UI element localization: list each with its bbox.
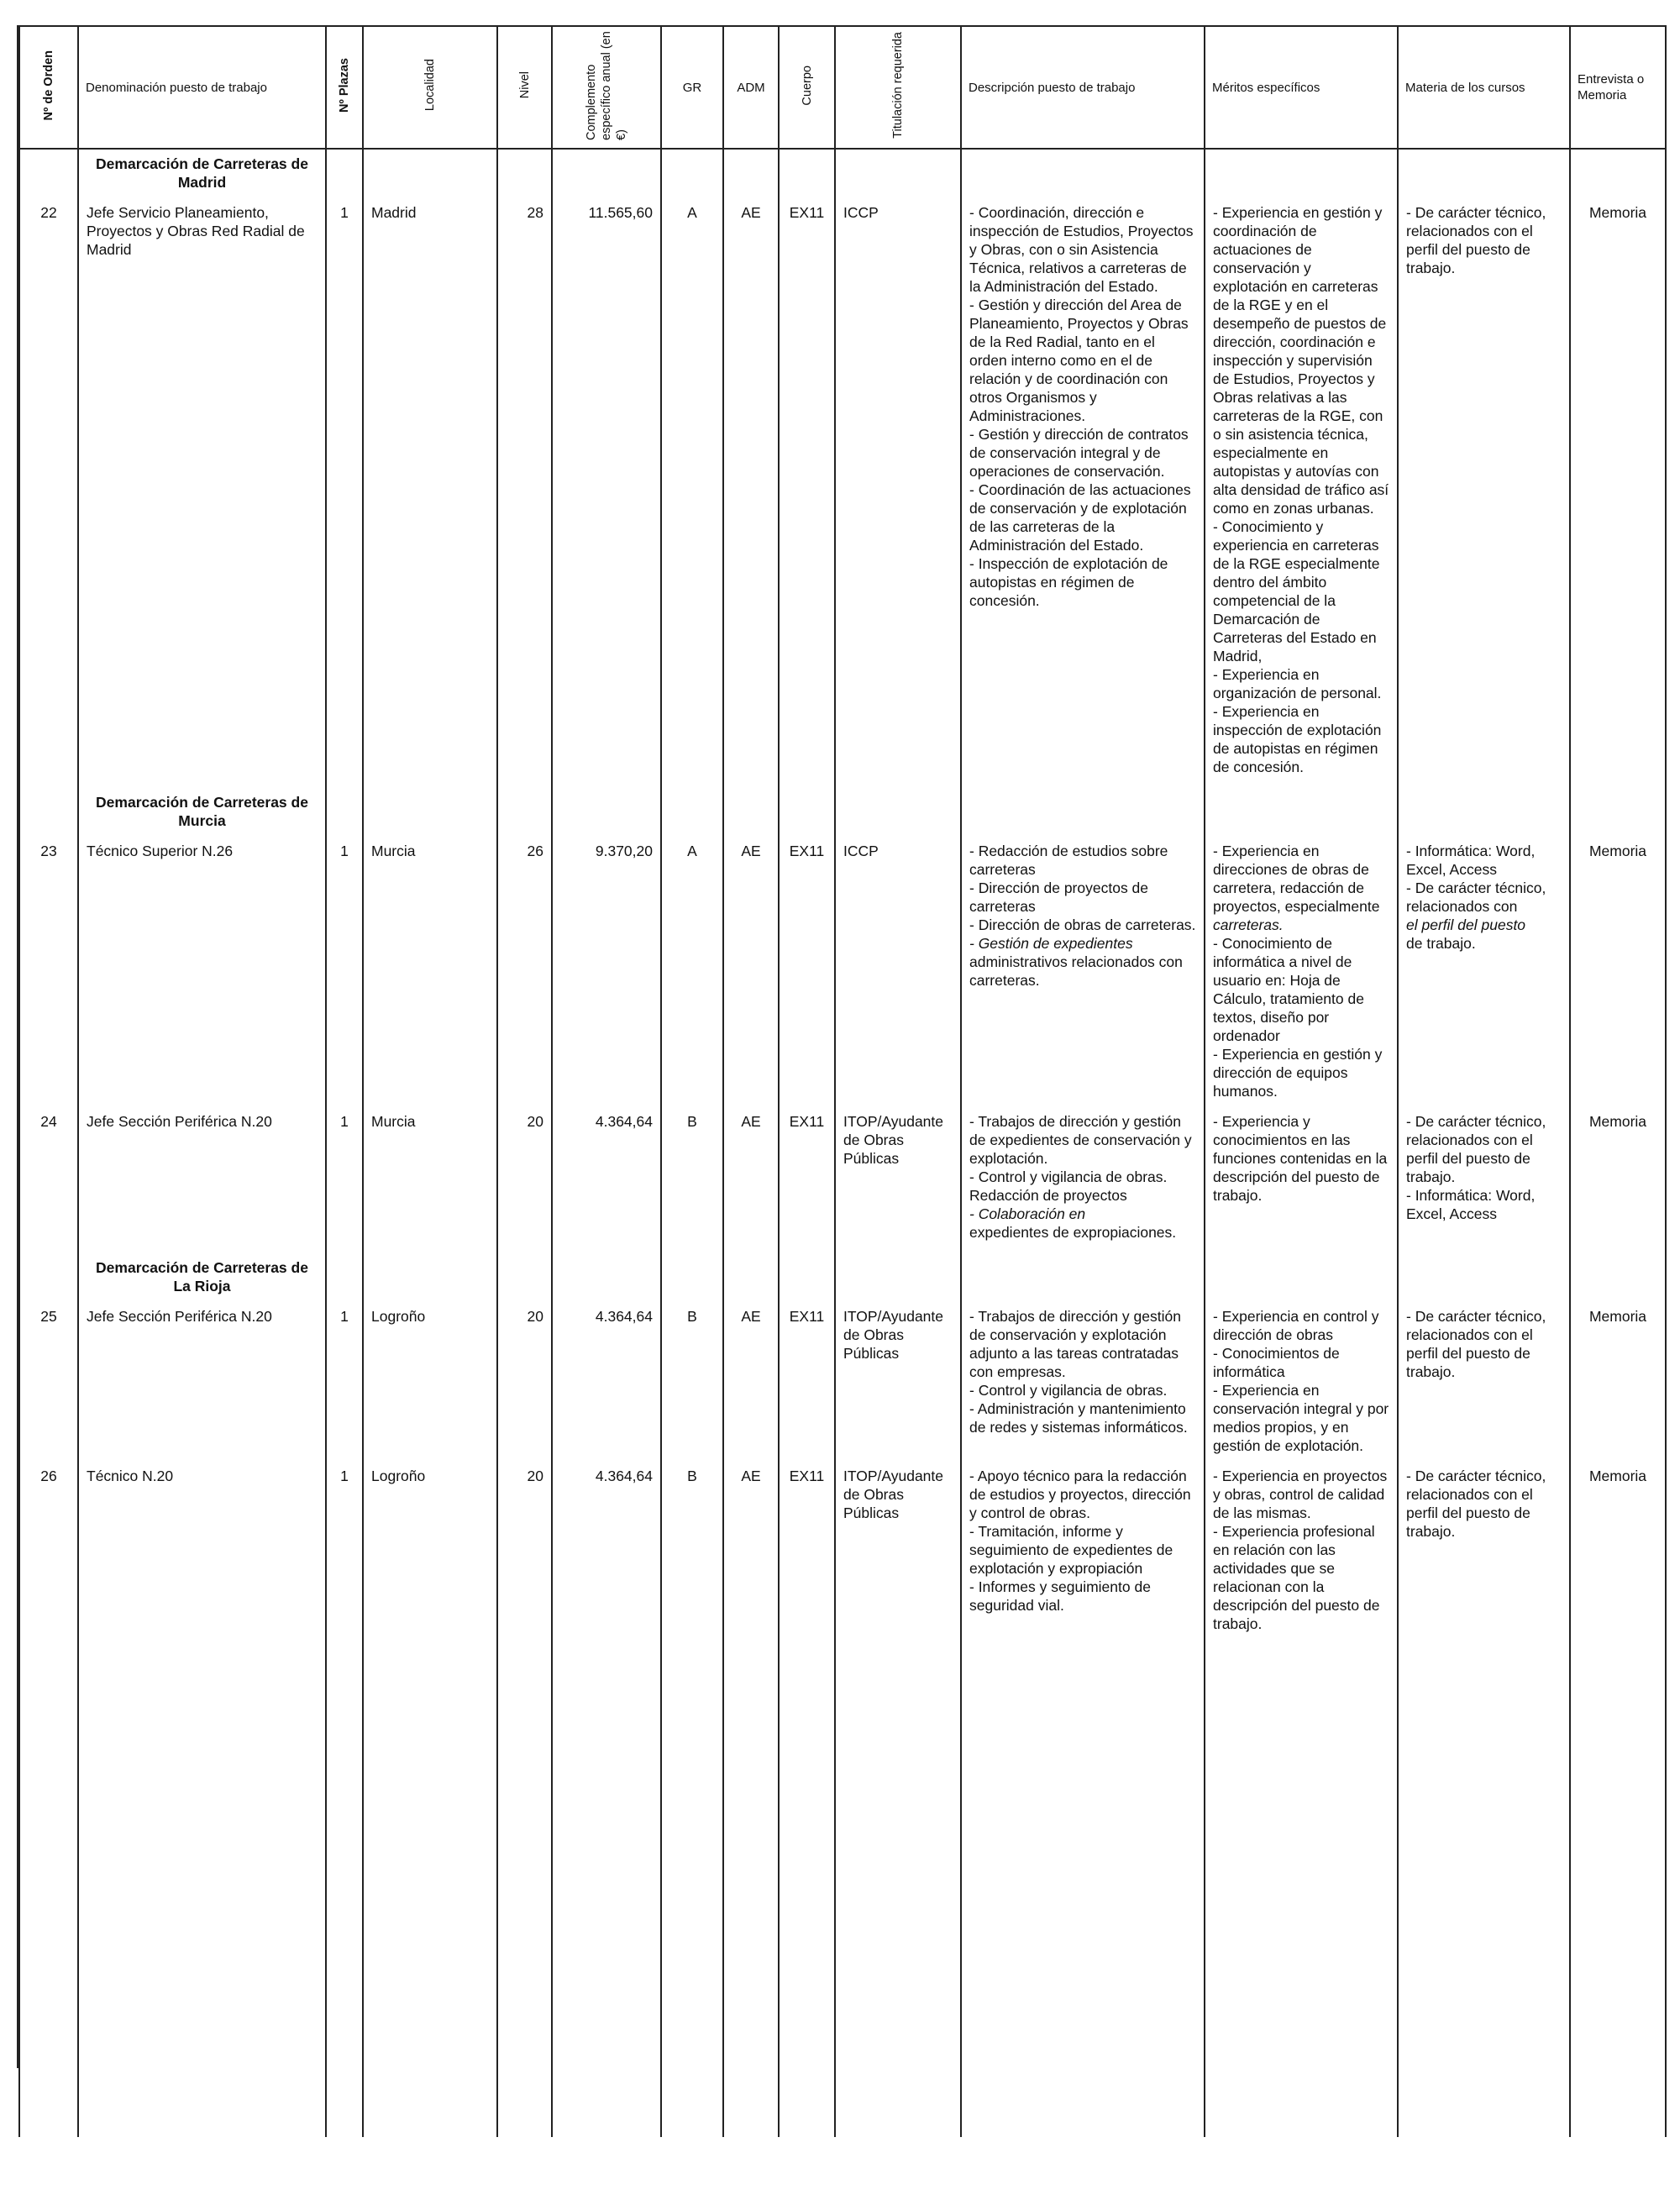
cell-titulacion: ITOP/Ayudante de Obras Públicas xyxy=(835,1467,961,1633)
cell-orden: 23 xyxy=(19,830,78,1100)
materia-text: - Informática: Word, Excel, Access - De carácter técnico, relacionados con xyxy=(1406,843,1546,915)
header-complemento: Complemento específico anual (en €) xyxy=(552,27,661,149)
cell-meritos: - Experiencia y conocimientos en las funciones contenidas en la descripción del puesto de trabajo. xyxy=(1205,1112,1398,1242)
descripcion-italic: - Colaboración en xyxy=(969,1205,1086,1222)
header-entrevista: Entrevista o Memoria xyxy=(1570,27,1666,149)
header-orden: Nº de Orden xyxy=(19,27,78,149)
cell-localidad: Logroño xyxy=(363,1295,497,1455)
cell-materia: - De carácter técnico, relacionados con el perfil del puesto de trabajo. xyxy=(1398,192,1570,776)
table-row xyxy=(19,1467,1666,1633)
materia-italic: el perfil del puesto xyxy=(1406,916,1526,933)
cell-adm: AE xyxy=(723,1295,779,1455)
cell-entrevista: Memoria xyxy=(1570,830,1666,1100)
header-adm: ADM xyxy=(723,27,779,149)
cell-materia: - De carácter técnico, relacionados con el perfil del puesto de trabajo. xyxy=(1398,1467,1570,1633)
cell-descripcion xyxy=(961,1112,1205,1242)
cell-gr: B xyxy=(661,1112,723,1242)
cell-complemento: 4.364,64 xyxy=(552,1112,661,1242)
section-title-madrid: Demarcación de Carreteras de Madrid xyxy=(78,149,326,192)
cell-titulacion: ITOP/Ayudante de Obras Públicas xyxy=(835,1112,961,1242)
header-nivel: Nivel xyxy=(497,27,552,149)
meritos-italic: carreteras. xyxy=(1213,916,1284,933)
cell-plazas: 1 xyxy=(326,1112,363,1242)
cell-gr: A xyxy=(661,192,723,776)
cell-cuerpo: EX11 xyxy=(779,1112,835,1242)
cell-materia: - De carácter técnico, relacionados con el perfil del puesto de trabajo. xyxy=(1398,1295,1570,1455)
header-plazas: Nº Plazas xyxy=(326,27,363,149)
cell-entrevista: Memoria xyxy=(1570,192,1666,776)
cell-descripcion: - Trabajos de dirección y gestión de conservación y explotación adjunto a las tareas contratadas con empresas. - Control y vigilancia de obras. - Administración y mantenimiento de redes y sistemas informáticos. xyxy=(961,1295,1205,1455)
cell-gr: A xyxy=(661,830,723,1100)
cell-meritos xyxy=(1205,830,1398,1100)
descripcion-tail: administrativos relacionados con carreteras. xyxy=(969,953,1183,989)
cell-gr: B xyxy=(661,1467,723,1633)
cell-complemento: 9.370,20 xyxy=(552,830,661,1100)
descripcion-italic: - Gestión de expedientes xyxy=(969,935,1133,952)
table-row xyxy=(19,192,1666,776)
cell-localidad: Madrid xyxy=(363,192,497,776)
cell-plazas: 1 xyxy=(326,830,363,1100)
cell-titulacion: ICCP xyxy=(835,830,961,1100)
cell-localidad: Murcia xyxy=(363,830,497,1100)
descripcion-text: - Trabajos de dirección y gestión de expedientes de conservación y explotación. - Control y vigilancia de obras. Redacción de proyectos xyxy=(969,1113,1192,1204)
cell-materia: - De carácter técnico, relacionados con el perfil del puesto de trabajo. - Informática: Word, Excel, Access xyxy=(1398,1112,1570,1242)
table-row xyxy=(19,1295,1666,1455)
job-positions-table xyxy=(18,27,1667,2137)
header-localidad: Localidad xyxy=(363,27,497,149)
header-meritos: Méritos específicos xyxy=(1205,27,1398,149)
cell-plazas: 1 xyxy=(326,192,363,776)
cell-denominacion: Jefe Sección Periférica N.20 xyxy=(78,1295,326,1455)
cell-meritos: - Experiencia en control y dirección de obras - Conocimientos de informática - Experiencia en conservación integral y por medios propios, y en gestión de explotación. xyxy=(1205,1295,1398,1455)
meritos-text: - Experiencia en direcciones de obras de carretera, redacción de proyectos, especialmente xyxy=(1213,843,1380,915)
cell-cuerpo: EX11 xyxy=(779,192,835,776)
table-row xyxy=(19,1112,1666,1242)
cell-complemento: 4.364,64 xyxy=(552,1295,661,1455)
cell-plazas: 1 xyxy=(326,1467,363,1633)
cell-complemento: 4.364,64 xyxy=(552,1467,661,1633)
cell-descripcion: - Apoyo técnico para la redacción de estudios y proyectos, dirección y control de obras. - Tramitación, informe y seguimiento de expedientes de explotación y expropiación - Informes y seguimiento de seguridad vial. xyxy=(961,1467,1205,1633)
cell-descripcion xyxy=(961,830,1205,1100)
cell-nivel: 20 xyxy=(497,1467,552,1633)
cell-orden: 24 xyxy=(19,1112,78,1242)
header-cuerpo: Cuerpo xyxy=(779,27,835,149)
cell-descripcion: - Coordinación, dirección e inspección de Estudios, Proyectos y Obras, con o sin Asistencia Técnica, relativos a carreteras de la Administración del Estado. - Gestión y dirección del Area de Planeamiento, Proyectos y Obras de la Red Radial, tanto en el orden interno como en el de relación y de coordinación con otros Organismos y Administraciones. - Gestión y dirección de contratos de conservación integral y de operaciones de conservación. - Coordinación de las actuaciones de conservación y de explotación de las carreteras de la Administración del Estado. - Inspección de explotación de autopistas en régimen de concesión. xyxy=(961,192,1205,776)
section-row xyxy=(19,1253,1666,1295)
cell-titulacion: ITOP/Ayudante de Obras Públicas xyxy=(835,1295,961,1455)
job-positions-document xyxy=(17,25,1667,2068)
materia-tail: de trabajo. xyxy=(1406,935,1476,952)
table-row xyxy=(19,830,1666,1100)
section-row xyxy=(19,788,1666,830)
cell-cuerpo: EX11 xyxy=(779,830,835,1100)
cell-plazas: 1 xyxy=(326,1295,363,1455)
section-title-rioja: Demarcación de Carreteras de La Rioja xyxy=(78,1253,326,1295)
cell-cuerpo: EX11 xyxy=(779,1467,835,1633)
cell-meritos: - Experiencia en proyectos y obras, control de calidad de las mismas. - Experiencia profesional en relación con las actividades que se relacionan con la descripción del puesto de trabajo. xyxy=(1205,1467,1398,1633)
cell-adm: AE xyxy=(723,830,779,1100)
cell-materia xyxy=(1398,830,1570,1100)
cell-adm: AE xyxy=(723,192,779,776)
cell-orden: 26 xyxy=(19,1467,78,1633)
cell-adm: AE xyxy=(723,1467,779,1633)
cell-complemento: 11.565,60 xyxy=(552,192,661,776)
cell-orden: 25 xyxy=(19,1295,78,1455)
cell-entrevista: Memoria xyxy=(1570,1467,1666,1633)
section-title-murcia: Demarcación de Carreteras de Murcia xyxy=(78,788,326,830)
cell-meritos: - Experiencia en gestión y coordinación de actuaciones de conservación y explotación en carreteras de la RGE y en el desempeño de puestos de dirección, coordinación e inspección y supervisión de Estudios, Proyectos y Obras relativas a las carreteras de la RGE, con o sin asistencia técnica, especialmente en autopistas y autovías con alta densidad de tráfico así como en zonas urbanas. - Conocimiento y experiencia en carreteras de la RGE especialmente dentro del ámbito competencial de la Demarcación de Carreteras del Estado en Madrid, - Experiencia en organización de personal. - Experiencia en inspección de explotación de autopistas en régimen de concesión. xyxy=(1205,192,1398,776)
header-row xyxy=(19,27,1666,149)
cell-titulacion: ICCP xyxy=(835,192,961,776)
cell-gr: B xyxy=(661,1295,723,1455)
header-denominacion: Denominación puesto de trabajo xyxy=(78,27,326,149)
descripcion-tail: expedientes de expropiaciones. xyxy=(969,1224,1177,1241)
cell-nivel: 20 xyxy=(497,1295,552,1455)
cell-nivel: 28 xyxy=(497,192,552,776)
cell-nivel: 20 xyxy=(497,1112,552,1242)
cell-entrevista: Memoria xyxy=(1570,1112,1666,1242)
descripcion-text: - Redacción de estudios sobre carreteras - Dirección de proyectos de carreteras - Dirección de obras de carreteras. xyxy=(969,843,1196,933)
cell-entrevista: Memoria xyxy=(1570,1295,1666,1455)
cell-denominacion: Técnico Superior N.26 xyxy=(78,830,326,1100)
cell-localidad: Logroño xyxy=(363,1467,497,1633)
cell-orden: 22 xyxy=(19,192,78,776)
cell-cuerpo: EX11 xyxy=(779,1295,835,1455)
cell-denominacion: Jefe Sección Periférica N.20 xyxy=(78,1112,326,1242)
cell-denominacion: Jefe Servicio Planeamiento, Proyectos y Obras Red Radial de Madrid xyxy=(78,192,326,776)
cell-localidad: Murcia xyxy=(363,1112,497,1242)
cell-denominacion: Técnico N.20 xyxy=(78,1467,326,1633)
header-titulacion: Titulación requerida xyxy=(835,27,961,149)
meritos-tail: - Conocimiento de informática a nivel de usuario en: Hoja de Cálculo, tratamiento de textos, diseño por ordenador - Experiencia en gestión y dirección de equipos humanos. xyxy=(1213,935,1383,1100)
header-materia: Materia de los cursos xyxy=(1398,27,1570,149)
header-descripcion: Descripción puesto de trabajo xyxy=(961,27,1205,149)
cell-adm: AE xyxy=(723,1112,779,1242)
header-gr: GR xyxy=(661,27,723,149)
cell-nivel: 26 xyxy=(497,830,552,1100)
section-row xyxy=(19,149,1666,192)
